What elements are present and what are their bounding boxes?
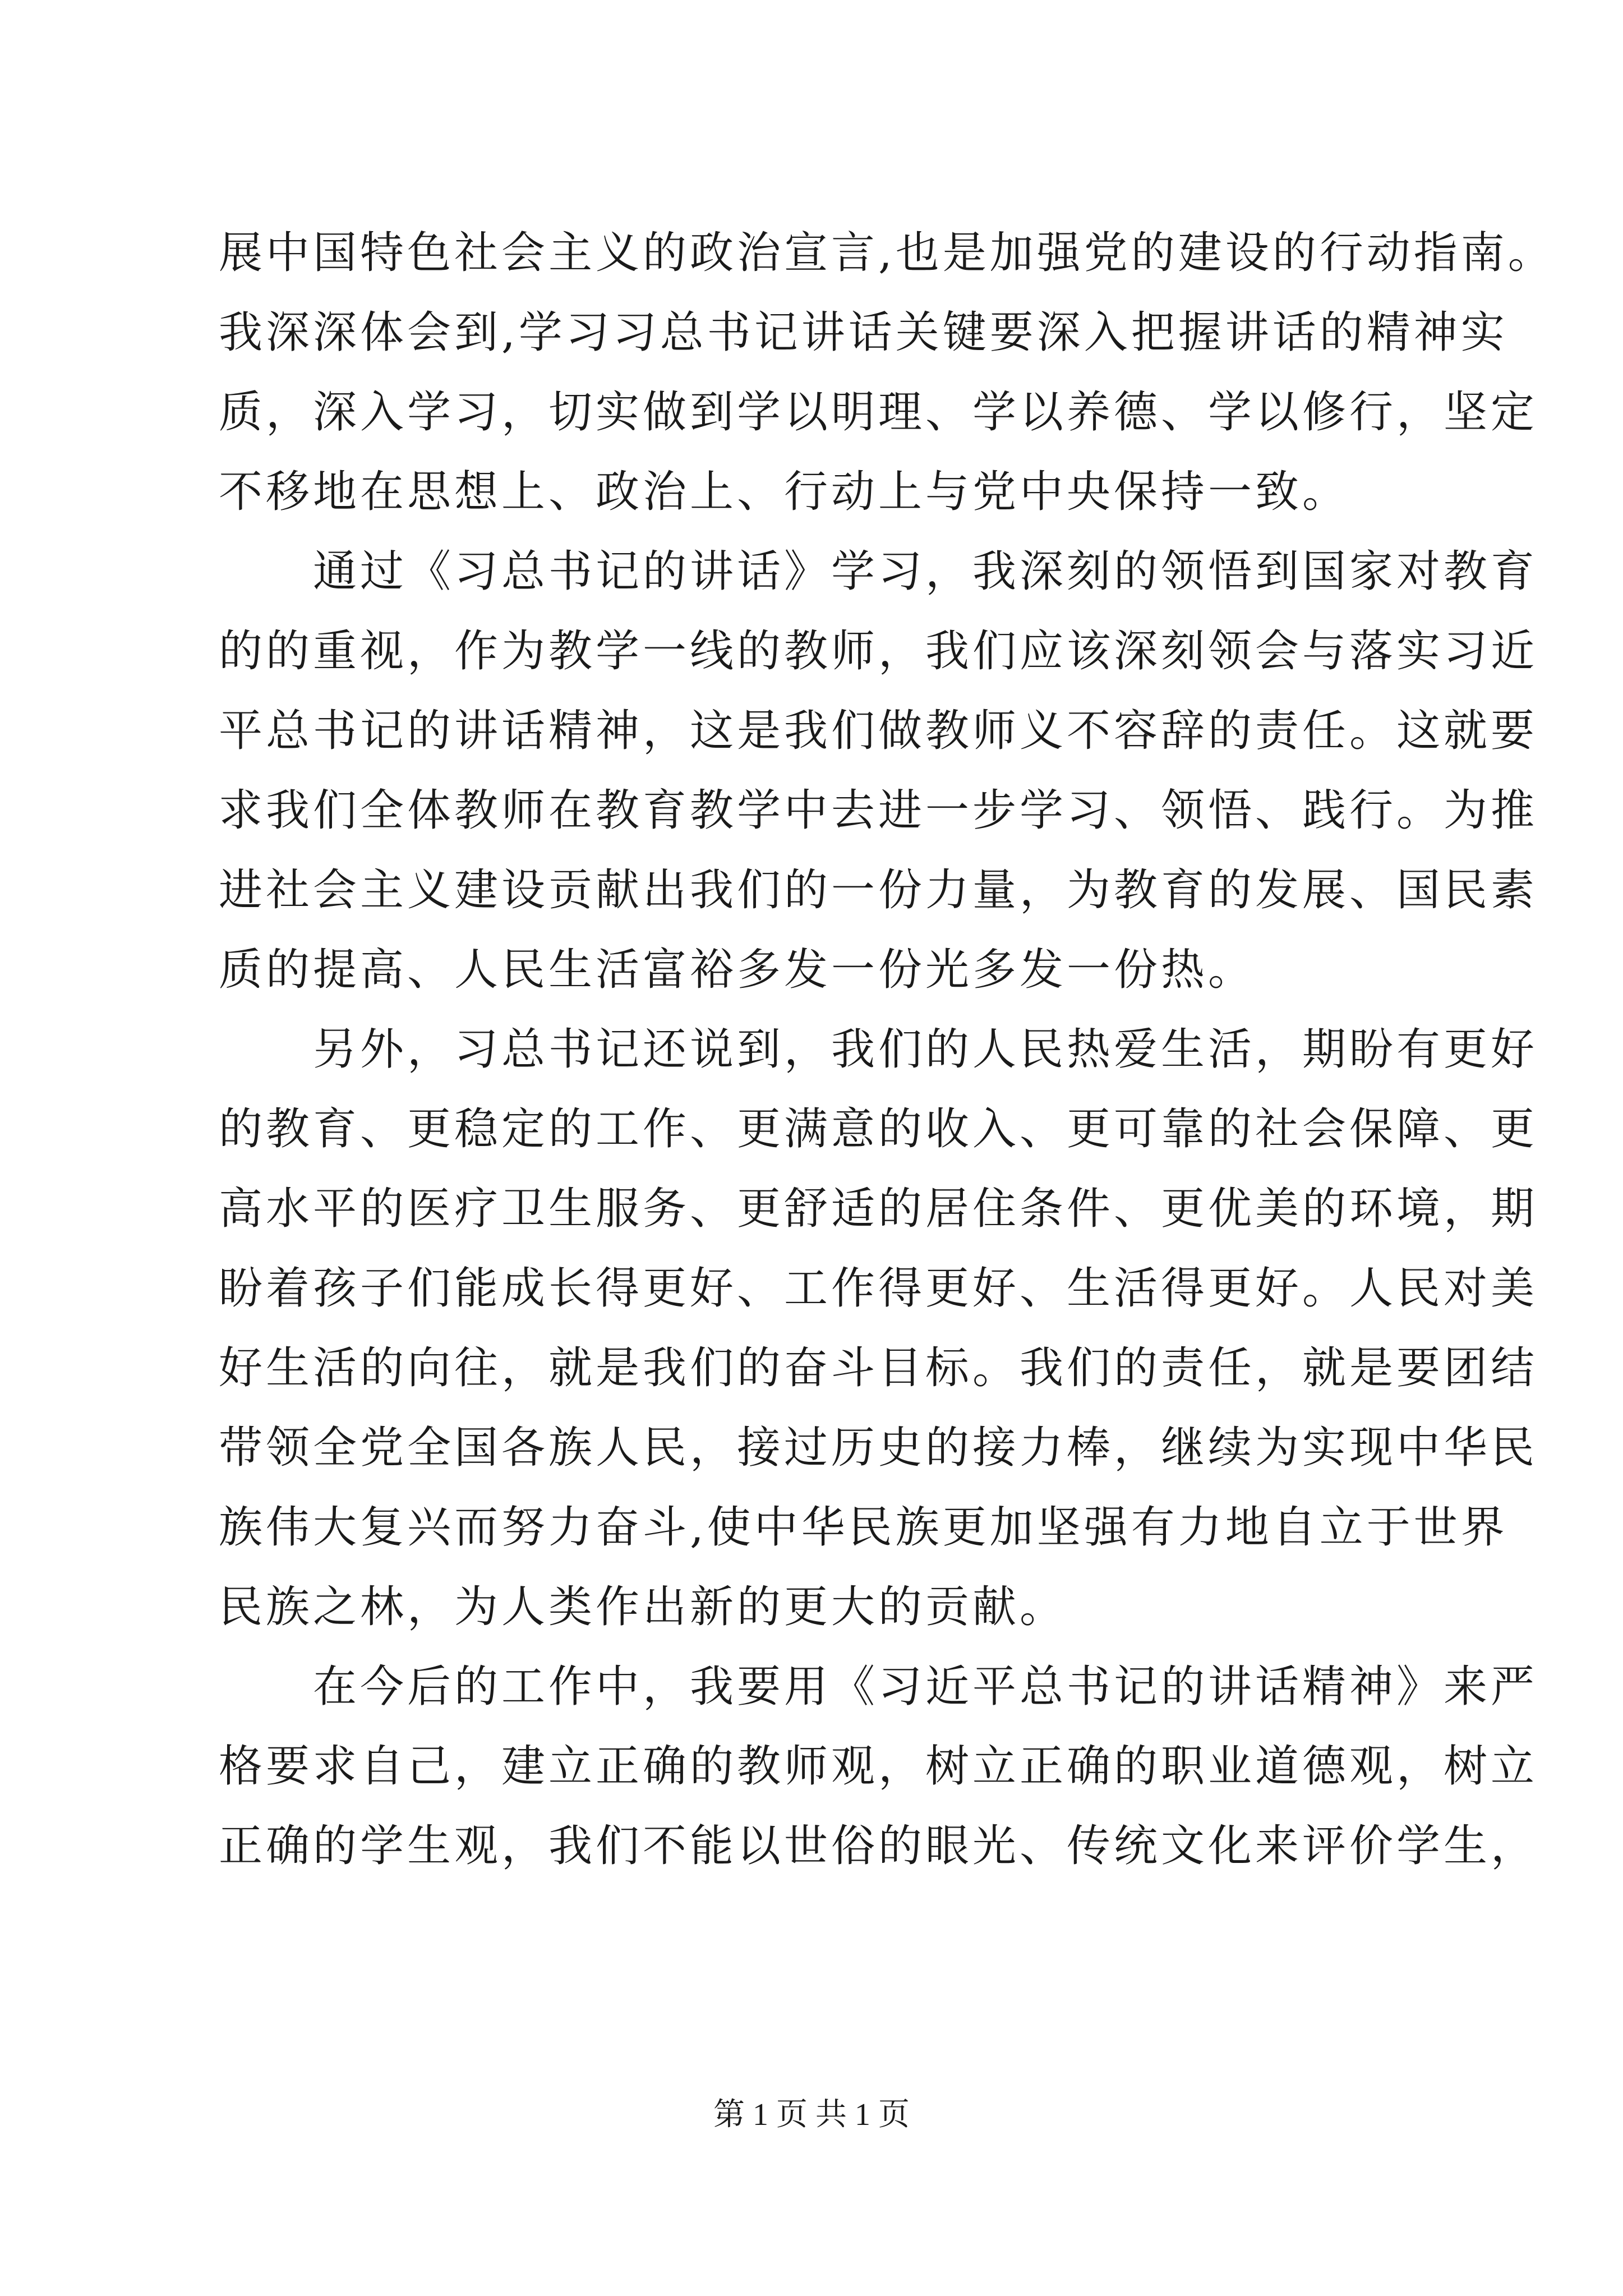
- body-text: [219, 213, 1555, 1886]
- page-number-footer: 第 1 页 共 1 页: [713, 2097, 910, 2132]
- text-line: 质，深入学习，切实做到学以明理、学以养德、学以修行，坚定: [219, 387, 1538, 438]
- text-line: 平总书记的讲话精神，这是我们做教师义不容辞的责任。这就要: [219, 706, 1538, 756]
- text-line: 带领全党全国各族人民，接过历史的接力棒，继续为实现中华民: [219, 1423, 1538, 1473]
- text-line: 质的提高、人民生活富裕多发一份光多发一份热。: [219, 945, 1256, 995]
- text-line: 好生活的向往，就是我们的奋斗目标。我们的责任，就是要团结: [219, 1343, 1538, 1393]
- text-line: 族伟大复兴而努力奋斗,使中华民族更加坚强有力地自立于世界: [219, 1502, 1508, 1553]
- text-line: 求我们全体教师在教育教学中去进一步学习、领悟、践行。为推: [219, 785, 1538, 836]
- text-line: 的教育、更稳定的工作、更满意的收入、更可靠的社会保障、更: [219, 1104, 1538, 1154]
- text-line: 民族之林，为人类作出新的更大的贡献。: [219, 1582, 1067, 1632]
- text-line: 通过《习总书记的讲话》学习，我深刻的领悟到国家对教育: [219, 546, 1538, 597]
- text-line: 不移地在思想上、政治上、行动上与党中央保持一致。: [219, 467, 1350, 517]
- text-line: 正确的学生观，我们不能以世俗的眼光、传统文化来评价学生，: [219, 1821, 1538, 1871]
- text-line: 的的重视，作为教学一线的教师，我们应该深刻领会与落实习近: [219, 626, 1538, 677]
- text-line: 另外，习总书记还说到，我们的人民热爱生活，期盼有更好: [219, 1024, 1538, 1075]
- text-line: 盼着孩子们能成长得更好、工作得更好、生活得更好。人民对美: [219, 1263, 1538, 1314]
- text-line: 展中国特色社会主义的政治宣言,也是加强党的建设的行动指南。: [219, 228, 1555, 278]
- text-line: 在今后的工作中，我要用《习近平总书记的讲话精神》来严: [219, 1662, 1538, 1712]
- text-line: 高水平的医疗卫生服务、更舒适的居住条件、更优美的环境，期: [219, 1184, 1538, 1234]
- text-line: 进社会主义建设贡献出我们的一份力量，为教育的发展、国民素: [219, 865, 1538, 915]
- text-line: 格要求自己，建立正确的教师观，树立正确的职业道德观，树立: [219, 1741, 1538, 1792]
- text-line: 我深深体会到,学习习总书记讲话关键要深入把握讲话的精神实: [219, 307, 1508, 358]
